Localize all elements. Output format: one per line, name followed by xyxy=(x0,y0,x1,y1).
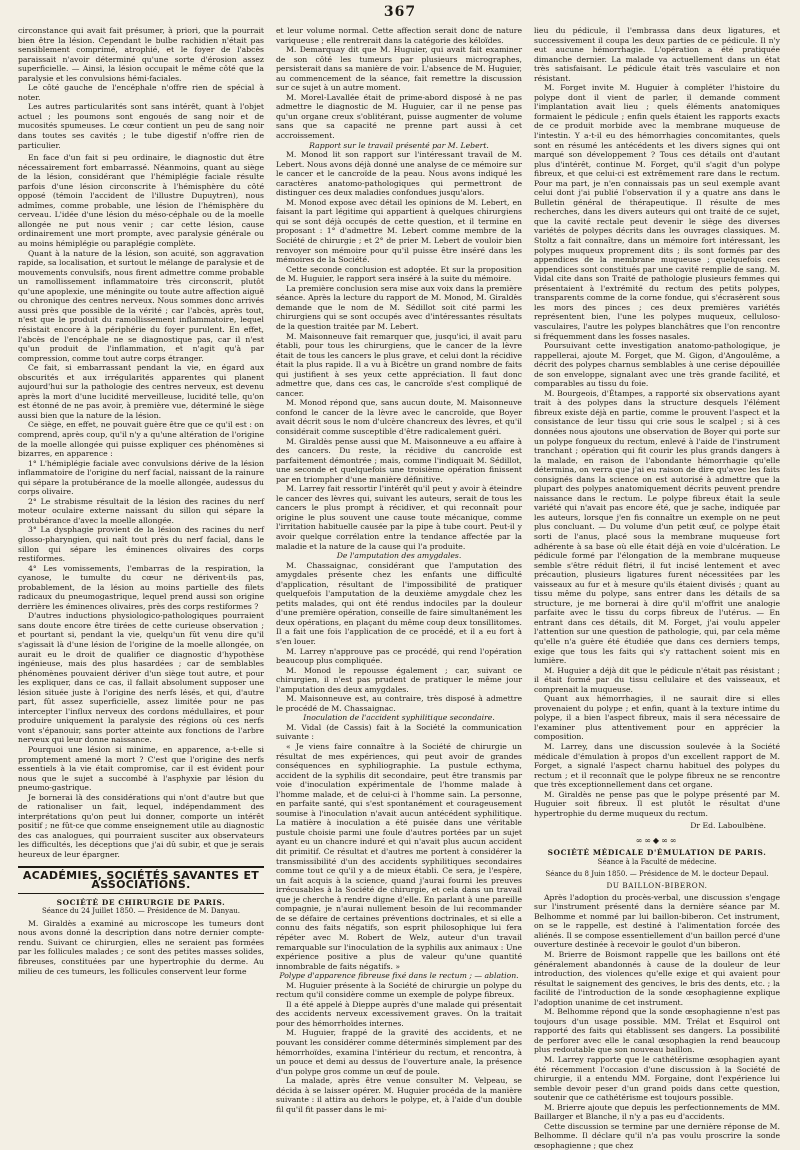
paragraph: 4° Les vomissements, l'embarras de la respiration, la cyanose, le tumulte du cœur ne dérivent-ils pas, probablement, de la lésion au moins partielle des filets radicaux du pneumogastrique, lequel prend aussi son origine derrière les éminences olivaires, près des corps restiformes ? xyxy=(18,563,264,611)
session-meta: Séance du 24 Juillet 1850. — Présidence de M. Danyau. xyxy=(41,907,241,916)
section-banner: ACADÉMIES, SOCIÉTÉS SAVANTES ET ASSOCIATIONS. xyxy=(18,866,264,894)
paragraph: 3° La dysphagie provient de la lésion des racines du nerf glosso-pharyngien, qui naît tout près du nerf facial, dans le sillon qui sépare les éminences olivaires des corps restiformes. xyxy=(18,525,264,564)
paragraph: M. Maisonneuve est, au contraire, très disposé à admettre le procédé de M. Chassaignac. xyxy=(276,694,522,713)
paragraph: M. Monod répond que, sans aucun doute, M. Maisonneuve confond le cancer de la lèvre avec le cancroïde, que Boyer avait décrit sous le nom d'ulcère chancreux des lèvres, et qu'il considérait comme susceptible d'être radicalement guéri. xyxy=(276,398,522,436)
paragraph: 2° Le strabisme résultait de la lésion des racines du nerf moteur oculaire externe naissant du sillon qui sépare la protubérance d'avec la moelle allongée. xyxy=(18,496,264,525)
paragraph: Poursuivant cette investigation anatomo-pathologique, je rappellerai, ajoute M. Forget, que M. Gigon, d'Angoulême, a décrit des polypes charnus semblables à une cerise dépouillée de son enveloppe, signalant avec une très grande facilité, et comparables au tissu du foie. xyxy=(534,341,780,389)
paragraph: M. Huguier a déjà dit que le pédicule n'était pas résistant ; il était formé par du tissu cellulaire et des vaisseaux, et comprenait la muqueuse. xyxy=(534,665,780,694)
paragraph: M. Brierre ajoute que depuis les perfectionnements de MM. Baillarger et Blanche, il n'y a pas eu d'accidents. xyxy=(534,1102,780,1122)
session-meta: Séance du 8 Juin 1850. — Présidence de M. le docteur Depaul. xyxy=(545,869,769,878)
column-right xyxy=(534,26,781,1150)
paragraph: M. Demarquay dit que M. Huguier, qui avait fait examiner de son côté les tumeurs par plusieurs micrographes, persisterait dans sa manière de voir. L'absence de M. Huguier, au commencement de la séance, fait remettre la discussion sur ce sujet à un autre moment. xyxy=(276,45,522,93)
society-title: SOCIÉTÉ MÉDICALE D'ÉMULATION DE PARIS. xyxy=(547,848,767,858)
session-meta: Séance à la Faculté de médecine. xyxy=(597,858,717,867)
paragraph: M. Brierre de Boismont rappelle que les baillons ont été généralement abandonnés à cause de la douleur de leur introduction, des violences qu'elle exige et qui avaient pour résultat le saignement des gencives, le bris des dents, etc. ; la facilité de l'introduction de la sonde œsophagienne explique l'adoption unanime de cet instrument. xyxy=(534,949,780,1007)
paragraph: Ce fait, si embarrassant pendant la vie, en égard aux obscurités et aux irrégularités apparentes qui planent aujourd'hui sur la pathologie des centres nerveux, est devenu après la mort d'une lucidité merveilleuse, lucidité telle, qu'on est étonné de ne pas avoir, à première vue, déterminé le siège aussi bien que la nature de la lésion. xyxy=(18,363,264,420)
paragraph: Le côté gauche de l'encéphale n'offre rien de spécial à noter. xyxy=(18,83,264,102)
subheading: De l'amputation des amygdales. xyxy=(336,551,462,561)
society-title: SOCIÉTÉ DE CHIRURGIE DE PARIS. xyxy=(56,897,226,907)
paragraph: « Je viens faire connaître à la Société de chirurgie un résultat de mes expériences, qui peut avoir de grandes conséquences en syphiliographie. La pustule ecthyma, accident de la syphilis dit secondaire, peut être transmis par voie d'inoculation expérimentale de l'homme malade à l'homme malade, et de celui-ci à l'homme sain. La personne, en parfaite santé, qui s'est spontanément et courageusement soumise à l'inoculation n'avait aucun antécédent syphilitique. La matière à inoculation a été puisée dans une véritable pustule choisie parmi une foule d'autres portées par un sujet ayant eu un chancre induré et qui n'avait plus aucun accident dit primitif. Ce résultat et d'autres me portent à considérer la transmissibilité d'un des accidents syphilitiques secondaires comme tout ce qu'il y a de mieux établi. Ce sera, je l'espère, un fait acquis à la science, quand j'aurai fourni les preuves irrécusables à la Société de chirurgie, et cela dans un travail que je cherche à rendre digne d'elle. En parlant à une pareille compagnie, je n'aurai nullement besoin de lui recommander de se défaire de certaines préventions doctrinales, et si elle a connu des faits négatifs, son esprit philosophique lui fera répéter avec M. Robert de Welz, auteur d'un travail remarquable sur l'inoculation de la syphilis aux animaux : Une expérience positive a plus de valeur qu'une quantité innombrable de faits négatifs. » xyxy=(276,742,522,971)
paragraph: Je bornerai là des considérations qui n'ont d'autre but que de rationaliser un fait, lequel, indépendamment des interprétations qu'on peut lui donner, comporte un intérêt positif ; ne fût-ce que comme enseignement utile au diagnostic des cas analogues, qui pourraient susciter aux observateurs les difficultés, les déceptions que j'ai dû subir, et que je serais heureux de leur épargner. xyxy=(18,792,264,860)
subheading: Rapport sur le travail présenté par M. Lebert. xyxy=(309,140,489,150)
paragraph: La malade, après être venue consulter M. Velpeau, se décida à se laisser opérer. M. Huguier procéda de la manière suivante : il attira au dehors le polype, et, à l'aide d'un double fil qu'il fit passer dans le mi- xyxy=(276,1076,522,1114)
paragraph: 1° L'hémiplégie faciale avec convulsions dérive de la lésion inflammatoire de l'origine du nerf facial, naissant de la rainure qui sépare la protubérance de la moelle allongée, audessus du corps olivaire. xyxy=(18,458,264,497)
paragraph: Cette seconde conclusion est adoptée. Et sur la proposition de M. Huguier, le rapport sera inséré à la suite du mémoire. xyxy=(276,264,522,284)
paragraph: M. Larrey, dans une discussion soulevée à la Société médicale d'émulation à propos d'un excellent rapport de M. Forget, a signalé l'aspect charnu habituel des polypes du rectum ; et il reconnaît que le polype fibreux ne se rencontre que très exceptionnellement dans cet organe. xyxy=(534,742,780,790)
paragraph: M. Belhomme répond que la sonde œsophagienne n'est pas toujours d'un usage possible. MM. Trélat et Esquirol ont rapporté des faits qui établissent ses dangers. La possibilité de perforer avec elle le canal œsophagien la rend beaucoup plus redoutable que son nouveau baillon. xyxy=(534,1007,780,1055)
subheading: Polype d'apparence fibreuse fixé dans le rectum ; — ablation. xyxy=(279,971,519,981)
paragraph: M. Forget invite M. Huguier à compléter l'histoire du polype dont il vient de parler, il demande comment l'implantation avait lieu ; quels éléments anatomiques formaient le pédicule ; enfin quels étaient les rapports exacts de ce produit morbide avec la membrane muqueuse de l'intestin. Y a-t-il eu des hémorrhagies concomitantes, quels sont en résumé les antécédents et les divers signes qui ont marqué son développement ? Tous ces détails ont d'autant plus d'intérêt, continue M. Forget, qu'il s'agit d'un polype fibreux, et que celui-ci est extrêmement rare dans le rectum. Pour ma part, je n'en connaissais pas un seul exemple avant celui dont j'ai publié l'observation il y a quatre ans dans le Bulletin général de thérapeutique. Il résulte de mes recherches, dans les divers auteurs qui ont traité de ce sujet, que la cavité rectale peut devenir le siège des diverses variétés de polypes décrits dans les ouvrages classiques. M. Stoltz a fait connaître, dans un mémoire fort intéressant, les polypes muqueux proprement dits ; ils sont formés par des appendices de la membrane muqueuse ; quelquefois ces appendices sont constitués par une cavité remplie de sang. M. Vidal cite dans son Traité de pathologie plusieurs femmes qui présentaient à l'extrémité du rectum des petits polypes, transparents comme de la corne fondue, qui s'écrasèrent sous les mors des pinces ; ces deux premières variétés représentent bien, l'une les polypes muqueux, celluloso-vasculaires, l'autre les polypes blanchâtres que l'on rencontre si fréquemment dans les fosses nasales. xyxy=(534,83,780,341)
paragraph: M. Giraldès ne pense pas que le polype présenté par M. Huguier soit fibreux. Il est plutôt le résultat d'une hypertrophie du derme muqueux du rectum. xyxy=(534,789,780,818)
paragraph: M. Huguier présente à la Société de chirurgie un polype du rectum qu'il considère comme un exemple de polype fibreux. xyxy=(276,980,522,1000)
paragraph: M. Huguier, frappé de la gravité des accidents, et ne pouvant les considérer comme déterminés simplement par des hémorrhoïdes, examina l'intérieur du rectum, et rencontra, à un pouce et demi au dessus de l'ouverture anale, la présence d'un polype gros comme un œuf de poule. xyxy=(276,1028,522,1076)
paragraph: M. Monod expose avec détail les opinions de M. Lebert, en faisant la part légitime qui appartient à quelques chirurgiens qui se sont déjà occupés de cette question, et il termine en proposant : 1° d'admettre M. Lebert comme membre de la Société de chirurgie ; et 2° de prier M. Lebert de vouloir bien renvoyer son mémoire pour qu'il puisse être inséré dans les mémoires de la Société. xyxy=(276,197,522,265)
signature: Dr Ed. Laboulbène. xyxy=(690,821,766,831)
section-subtitle: DU BAILLON-BIBERON. xyxy=(606,881,708,891)
paragraph: M. Bourgeois, d'Étampes, a rapporté six observations ayant trait à des polypes dans la structure desquels l'élément fibreux existe déjà en partie, comme le prouvent l'aspect et la consistance de leur tissu qui crie sous le scalpel ; si à ces données nous ajoutons une observation de Boyer qui porte sur un polype fongueux du rectum, enlevé à l'aide de l'instrument tranchant ; opération qui fit courir les plus grands dangers à la malade, en raison de l'abondante hémorrhagie qu'elle détermina, on verra que j'ai eu raison de dire qu'avec les faits consignés dans la science on est autorisé à admettre que la plupart des polypes anatomiquement décrits peuvent prendre naissance dans le rectum. Le polype fibreux était la seule variété qui n'avait pas encore été, que je sache, indiquée par les auteurs, lorsque j'en fis connaître un exemple on ne peut plus concluant. — Du volume d'un petit œuf, ce polype était sorti de l'anus, placé sous la membrane muqueuse fort adhérente à sa base où elle était déjà en voie d'ulcération. Le pédicule formé par l'élongation de la membrane muqueuse semble s'être réduit flétri, il fut incisé lentement et avec précaution, plusieurs ligatures furent nécessitées par les vaisseaux au fur et à mesure qu'ils étaient divisés ; quant au tissu même du polype, sans entrer dans les détails de sa structure, je me bornerai à dire qu'il m'offrit une analogie parfaite avec le tissu du corps fibreux de l'utérus. — En entrant dans ces détails, dit M. Forget, j'ai voulu appeler l'attention sur une question de pathologie, qui, par cela même qu'elle n'a guère été étudiée que dans ces derniers temps, exige que tous les faits qui s'y rattachent soient mis en lumière. xyxy=(534,388,780,666)
paragraph: Les autres particularités sont sans intérêt, quant à l'objet actuel ; les poumons sont engoués de sang noir et de mucosités spumeuses. Le cœur contient un peu de sang noir dans toutes ses cavités ; le tube digestif n'offre rien de particulier. xyxy=(18,102,264,150)
paragraph: M. Larrey rapporte que le cathétérisme œsophagien ayant été récemment l'occasion d'une discussion à la Société de chirurgie, il a entendu MM. Forgaine, dont l'expérience lui semble devoir peser d'un grand poids dans cette question, soutenir que ce cathétérisme est toujours possible. xyxy=(534,1054,780,1103)
paragraph: En face d'un fait si peu ordinaire, le diagnostic dut être nécessairement fort embarrassé. Néanmoins, quant au siège de la lésion, considérant que l'hémiplégie faciale résulte parfois d'une lésion circonscrite à l'hémisphère du côté opposé (témoin l'accident de l'illustre Dupuytren), nous admîmes, comme probable, une lésion de l'hémisphère du cerveau. L'idée d'une lésion du méso-céphale ou de la moelle allongée ne put nous venir ; car cette lésion, cause ordinairement une mort prompte, avec paralysie générale ou au moins hémiplégie ou paraplégie complète. xyxy=(18,153,264,249)
paragraph: M. Vidal (de Cassis) fait à la Société la communication suivante : xyxy=(276,722,522,742)
paragraph: Quant aux hémorrhagies, il ne saurait dire si elles provenaient du polype ; et enfin, quant à la texture intime du polype, il a bien l'aspect fibreux, mais il sera nécessaire de l'examiner plus attentivement pour en apprécier la composition. xyxy=(534,694,780,742)
paragraph: M. Maisonneuve fait remarquer que, jusqu'ici, il avait paru établi, pour tous les chirurgiens, que le cancer de la lèvre était de tous les cancers le plus grave, et celui dont la récidive était la plus rapide. Il a vu à Bicêtre un grand nombre de faits qui justifient à ses yeux cette appréciation. Il faut donc admettre que, dans ces cas, le cancroïde s'est compliqué de cancer. xyxy=(276,331,522,398)
paragraph: M. Chassaignac, considérant que l'amputation des amygdales présente chez les enfants une difficulté d'application, résultant de l'impossibilité de pratiquer quelquefois l'amputation de la deuxième amygdale chez les petits malades, qui ont été rendus indociles par la douleur d'une première opération, conseille de faire simultanément les deux opérations, en plaçant du même coup deux tonsillitomes. Il a fait une fois l'application de ce procédé, et il a eu fort à s'en louer. xyxy=(276,560,522,646)
paragraph: Quant à la nature de la lésion, son acuité, son aggravation rapide, sa localisation, et surtout le mélange de paralysie et de mouvements convulsifs, nous firent admettre comme probable un ramollissement inflammatoire très circonscrit, plutôt qu'une apoplexie, une méningite ou toute autre affection aiguë ou chronique des centres nerveux. Nous sommes donc arrivés aussi près que possible de la vérité ; car l'abcès, après tout, n'est que le produit du ramollissement inflammatoire, lequel résistait encore à la périphérie du foyer purulent. En effet, l'abcès de l'encéphale ne se diagnostique pas, car il n'est qu'un produit de l'inflammation, et n'agit qu'à par compression, comme tout autre corps étranger. xyxy=(18,248,264,363)
paragraph: M. Larrey n'approuve pas ce procédé, qui rend l'opération beaucoup plus compliquée. xyxy=(276,646,522,666)
paragraph: M. Monod lit son rapport sur l'intéressant travail de M. Lebert. Nous avons déjà donné une analyse de ce mémoire sur le cancer et le cancroïde de la peau. Nous avons indiqué les caractères anatomo-pathologiques qui permettront de distinguer ces deux maladies confondues jusqu'alors. xyxy=(276,150,522,198)
page-number: 367 xyxy=(383,4,417,20)
paragraph: M. Larrey fait ressortir l'intérêt qu'il peut y avoir à éteindre le cancer des lèvres qui, suivant les auteurs, serait de tous les cancers le plus prompt à récidiver, et qui reconnaît pour origine le plus souvent une cause toute mécanique, comme l'irritation habituelle causée par la pipe à tube court. Peut-il y avoir quelque corrélation entre la tendance affectée par la maladie et la nature de la cause qui l'a produite. xyxy=(276,484,522,551)
paragraph: M. Morel-Lavallée était de prime-abord disposé à ne pas admettre le diagnostic de M. Huguier, car il ne pense pas qu'un organe creux s'oblitérant, puisse augmenter de volume sans que sa capacité ne prenne part aussi à cet accroissement. xyxy=(276,92,522,141)
subheading: Inoculation de l'accident syphilitique secondaire. xyxy=(303,713,495,723)
paragraph: M. Giraldès a examiné au microscope les tumeurs dont nous avons donné la description dans notre dernier compte-rendu. Suivant ce chirurgien, elles ne seraient pas formées par les follicules malades ; ce sont des petites masses solides, fibreuses, constituées par une hypertrophie du derme. Au milieu de ces tumeurs, les follicules conservent leur forme xyxy=(18,918,264,976)
paragraph: circonstance qui avait fait présumer, à priori, que la pourrait bien être la lésion. Cependant le bulbe rachidien n'était pas sensiblement comprimé, atrophié, et le foyer de l'abcès paraissait n'avoir déterminé qu'une sorte d'érosion assez superficielle. — Ainsi, la lésion occupait le même côté que la paralysie et les convulsions hémi-faciales. xyxy=(18,26,264,83)
paragraph: M. Giraldès pense aussi que M. Maisonneuve a eu affaire à des cancers. Du reste, la récidive du cancroïde est parfaitement démontrée ; mais, comme l'indiquait M. Sédillot, une seconde et quelquefois une troisième opération finissent par en triompher d'une manière définitive. xyxy=(276,436,522,484)
paragraph: M. Monod le repousse également ; car, suivant ce chirurgien, il n'est pas prudent de pratiquer le même jour l'amputation des deux amygdales. xyxy=(276,665,522,694)
paragraph: Cette discussion se termine par une dernière réponse de M. Belhomme. Il déclare qu'il n'a pas voulu proscrire la sonde œsophagienne ; que chez xyxy=(534,1121,780,1150)
paragraph: La première conclusion sera mise aux voix dans la première séance. Après la lecture du rapport de M. Monod, M. Giraldès demande que le nom de M. Sédillot soit cité parmi les chirurgiens qui se sont occupés avec d'intéressantes résultats de la question traitée par M. Lebert. xyxy=(276,283,522,331)
paragraph: et leur volume normal. Cette affection serait donc de nature variqueuse ; elle rentrerait dans la catégorie des kéloïdes. xyxy=(276,26,522,45)
paragraph: Après l'adoption du procès-verbal, une discussion s'engage sur l'instrument présenté dans la dernière séance par M. Belhomme et nommé par lui baillon-biberon. Cet instrument, on se le rappelle, est destiné à l'alimentation forcée des aliénés. Il se compose essentiellement d'un baillon percé d'une ouverture destinée à recevoir le goulot d'un biberon. xyxy=(534,892,781,950)
paragraph: lieu du pédicule, il l'embrassa dans deux ligatures, et successivement il coupa les deux parties de ce pédicule. Il n'y eut aucune hémorrhagie. L'opération a été pratiquée dimanche dernier. La malade va actuellement dans un état très satisfaisant. Le pédicule était très vasculaire et non résistant. xyxy=(534,26,780,83)
column-left xyxy=(18,26,264,1110)
paragraph: D'autres inductions physiologico-pathologiques pourraient sans doute encore être tirées de cette curieuse observation ; et pourtant si, pendant la vie, quelqu'un fût venu dire qu'il s'agissait là d'une lésion de l'origine de la moelle allongée, on aurait eu le droit de qualifier ce diagnostic d'hypothèse ingénieuse, mais des plus hasardées ; car de semblables phénomènes pouvaient dériver d'un siège tout autre, et pour les expliquer, dans ce cas, il fallait absolument supposer une lésion située juste à l'origine des nerfs lésés, et qui, d'autre part, fût assez superficielle, assez limitée pour ne pas intercepter l'influx nerveux des cordons médullaires, et pour produire uniquement la paralysie des régions où ces nerfs vont s'épanouir, sans porter atteinte aux fonctions de l'arbre nerveux qui leur donne naissance. xyxy=(18,611,264,745)
paragraph: Il a été appelé à Dieppe auprès d'une malade qui présentait des accidents nerveux excessivement graves. On la traitait pour des hémorrhoïdes internes. xyxy=(276,999,522,1028)
paragraph: Ce siège, en effet, ne pouvait guère être que ce qu'il est : on comprend, après coup, qu'il n'y a qu'une altération de l'origine de la moelle allongée qui puisse expliquer ces phénomènes si bizarres, en apparence : xyxy=(18,420,264,459)
ornamental-divider: ∞∞◆∞∞ xyxy=(635,835,679,845)
column-middle xyxy=(276,26,522,1114)
paragraph: Pourquoi une lésion si minime, en apparence, a-t-elle si promptement amené la mort ? C'est que l'origine des nerfs essentiels à la vie était compromise, car il est évident pour nous que le sujet a succombé à l'asphyxie par lésion du pneumo-gastrique. xyxy=(18,745,264,793)
